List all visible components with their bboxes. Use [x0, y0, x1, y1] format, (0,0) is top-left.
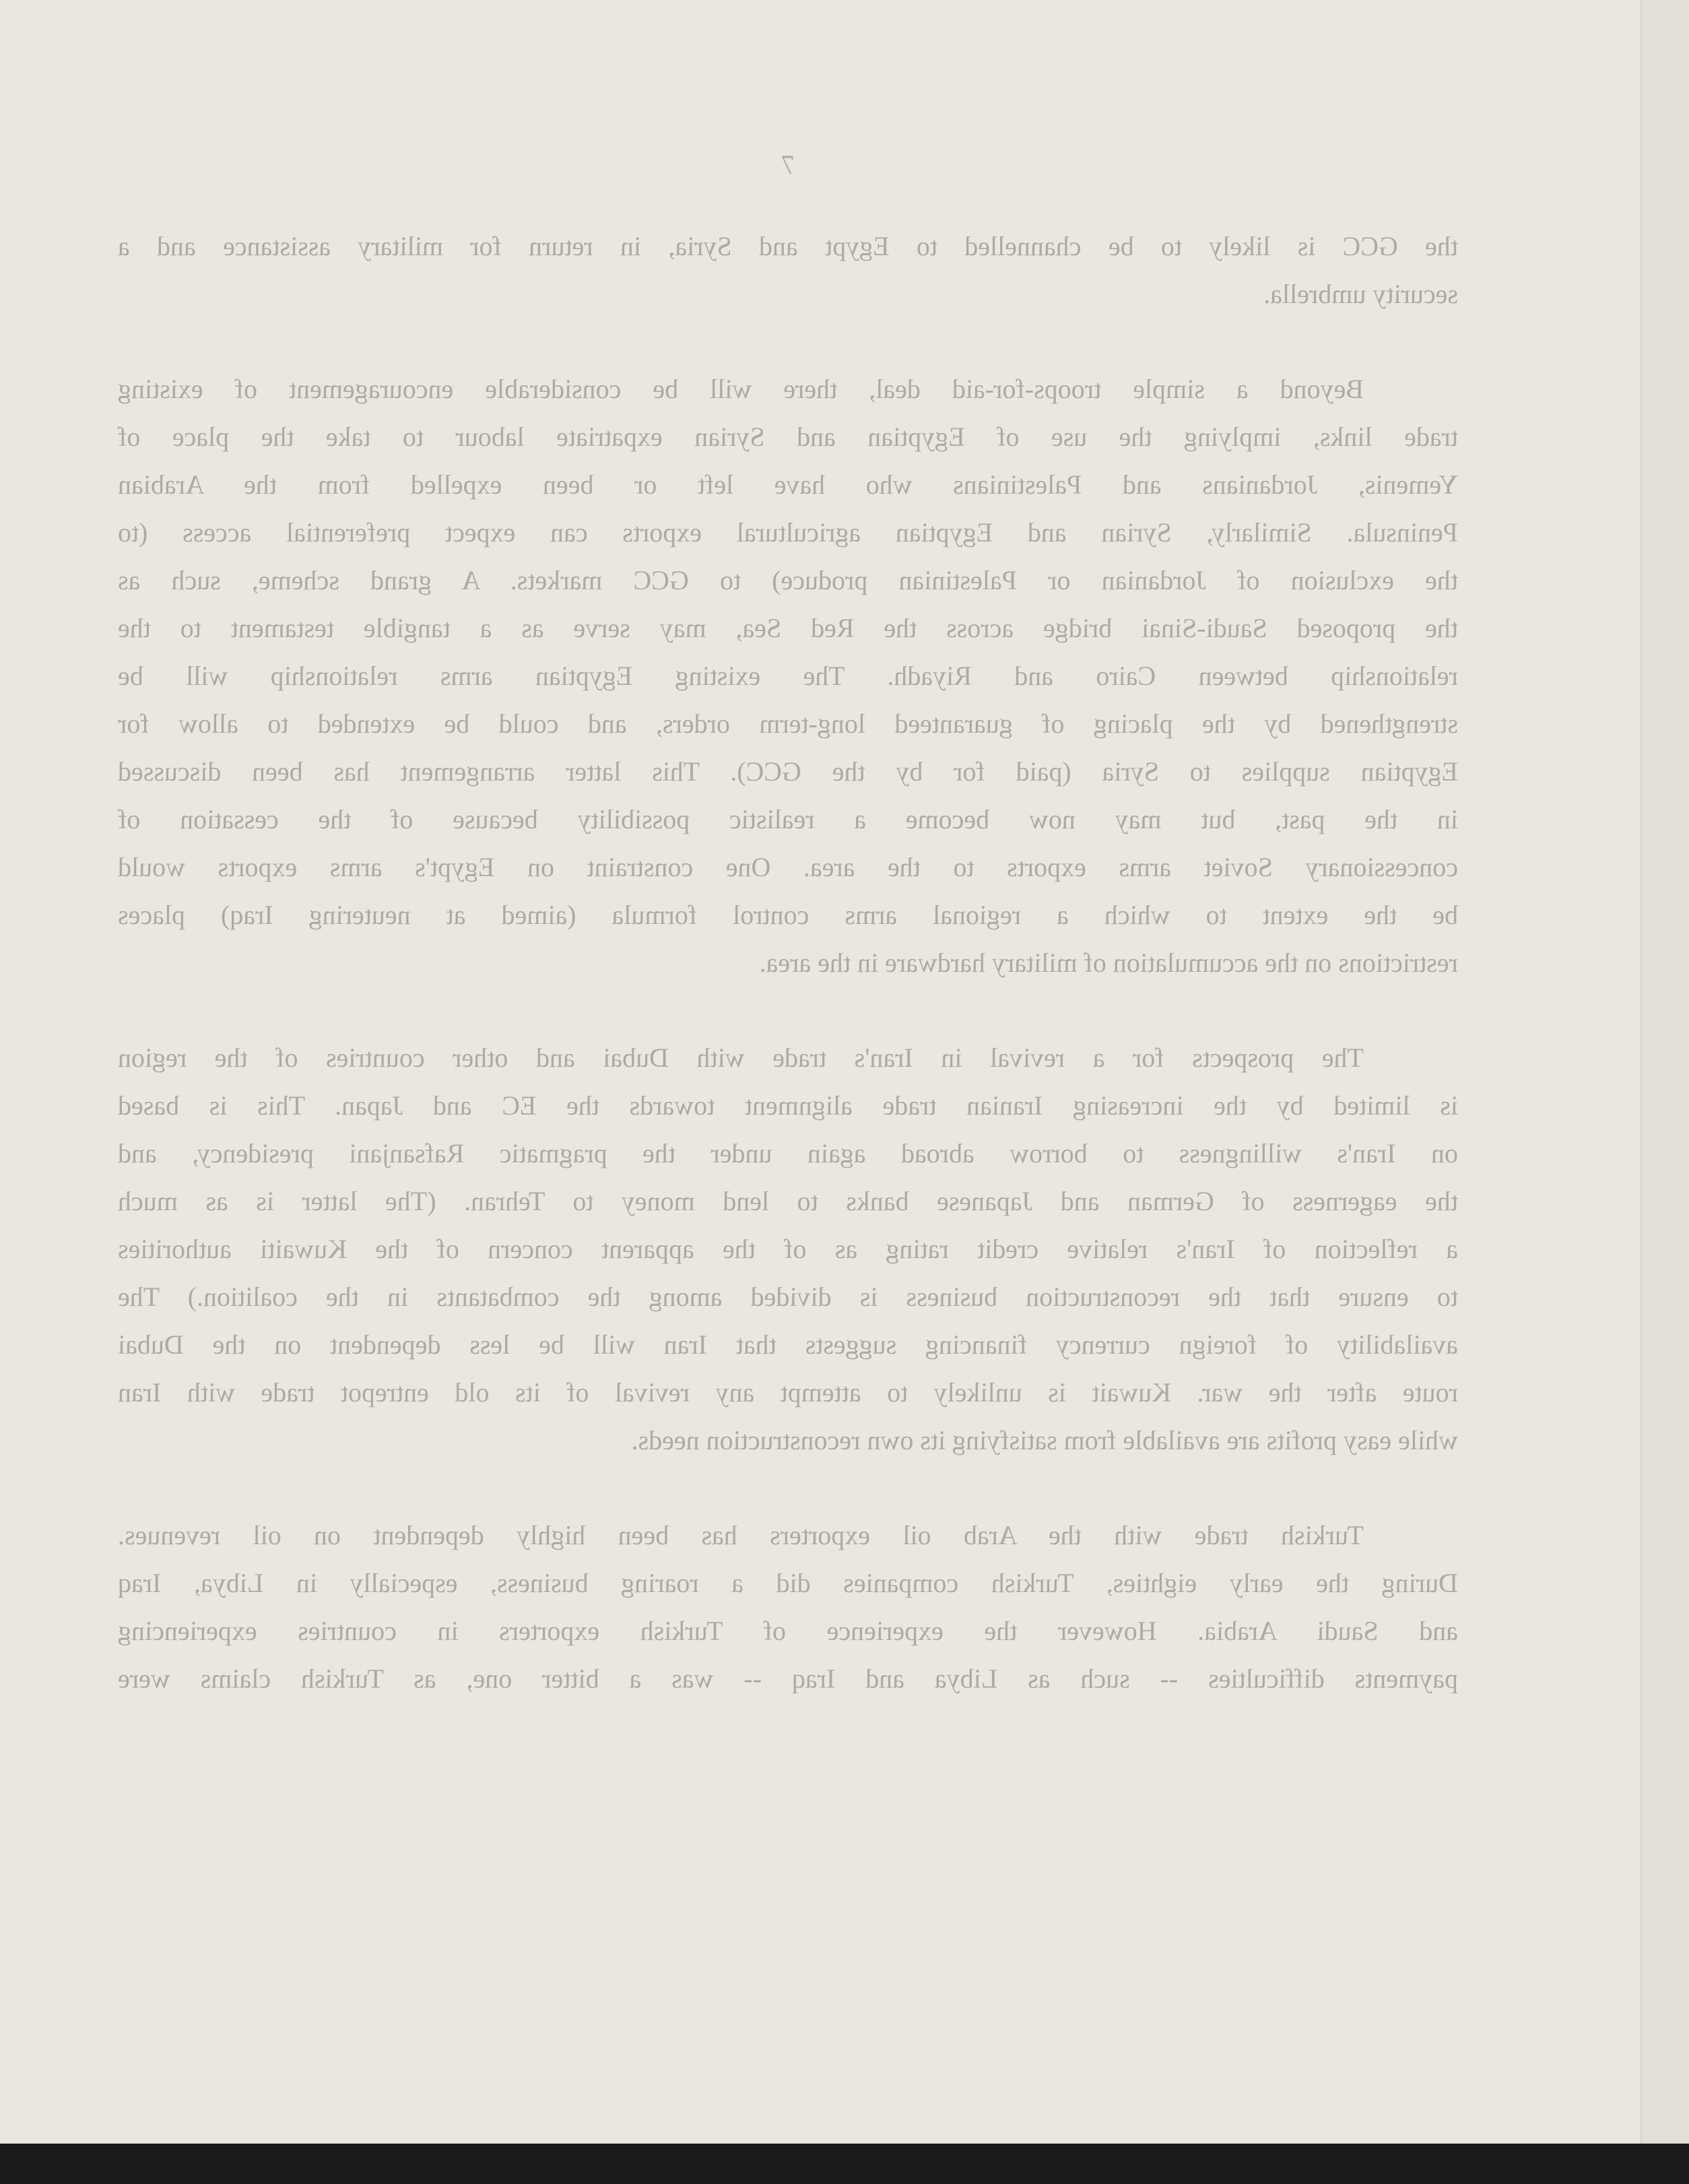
text-line: restrictions on the accumulation of military hardware in the area.	[759, 948, 1458, 978]
text-line: a reflection of Iran's relative credit rating as of the apparent concern of the Kuwaiti authorities	[118, 1234, 1458, 1264]
text-line: During the early eighties, Turkish companies did a roaring business, especially in Libya, Iraq	[118, 1568, 1458, 1598]
text-line: be the extent to which a regional arms control formula (aimed at neutering Iraq) places	[118, 900, 1458, 930]
scan-bottom-border	[0, 2144, 1689, 2184]
text-line: concessionary Soviet arms exports to the area. One constraint on Egypt's arms exports would	[118, 852, 1458, 882]
text-line: Beyond a simple troops-for-aid deal, there will be considerable encouragement of existing	[118, 374, 1364, 404]
page-number: 7	[781, 150, 795, 180]
text-line: in the past, but may now become a realistic possibility because of the cessation of	[118, 804, 1458, 834]
text-line: route after the war. Kuwait is unlikely to attempt any revival of its old entrepot trade with Iran	[118, 1377, 1458, 1408]
text-line: the exclusion of Jordanian or Palestinian produce) to GCC markets. A grand scheme, such as	[118, 565, 1458, 595]
text-line: The prospects for a revival in Iran's trade with Dubai and other countries of the region	[118, 1043, 1364, 1073]
text-line: Yemenis, Jordanians and Palestinians who have left or been expelled from the Arabian	[118, 469, 1458, 500]
text-line: relationship between Cairo and Riyadh. The existing Egyptian arms relationship will be	[118, 661, 1458, 691]
text-line: on Iran's willingness to borrow abroad again under the pragmatic Rafsanjani presidency, and	[118, 1138, 1458, 1168]
paragraph	[118, 222, 1458, 318]
paragraph	[118, 1511, 1458, 1702]
paragraph	[118, 1034, 1458, 1464]
text-line: trade links, implying the use of Egyptian and Syrian expatriate labour to take the place of	[118, 422, 1458, 452]
paragraph	[118, 365, 1458, 987]
text-line: and Saudi Arabia. However the experience of Turkish exporters in countries experiencing	[118, 1616, 1458, 1646]
text-line: to ensure that the reconstruction business is divided among the combatants in the coalition.) The	[118, 1282, 1458, 1312]
page-edge	[1641, 0, 1689, 2184]
text-line: security umbrella.	[1263, 279, 1458, 309]
text-line: Peninsula. Similarly, Syrian and Egyptian agricultural exports can expect preferential access (to	[118, 517, 1458, 548]
text-line: Turkish trade with the Arab oil exporters has been highly dependent on oil revenues.	[118, 1520, 1364, 1550]
text-line: is limited by the increasing Iranian trade alignment towards the EC and Japan. This is based	[118, 1090, 1458, 1121]
text-line: availability of foreign currency financing suggests that Iran will be less dependent on the Dubai	[118, 1329, 1458, 1360]
text-line: the GCC is likely to be channelled to Egypt and Syria, in return for military assistance and a	[118, 231, 1458, 261]
text-line: strengthened by the placing of guaranteed long-term orders, and could be extended to allow for	[118, 708, 1458, 739]
text-line: Egyptian supplies to Syria (paid for by the GCC). This latter arrangement has been discussed	[118, 756, 1458, 787]
text-line: the eagerness of German and Japanese banks to lend money to Tehran. (The latter is as much	[118, 1186, 1458, 1216]
bleed-through-text-block	[118, 148, 1458, 1702]
text-line: payments difficulties -- such as Libya and Iraq -- was a bitter one, as Turkish claims were	[118, 1663, 1458, 1694]
text-line: while easy profits are available from satisfying its own reconstruction needs.	[631, 1425, 1458, 1455]
text-line: the proposed Saudi-Sinai bridge across the Red Sea, may serve as a tangible testament to the	[118, 613, 1458, 643]
